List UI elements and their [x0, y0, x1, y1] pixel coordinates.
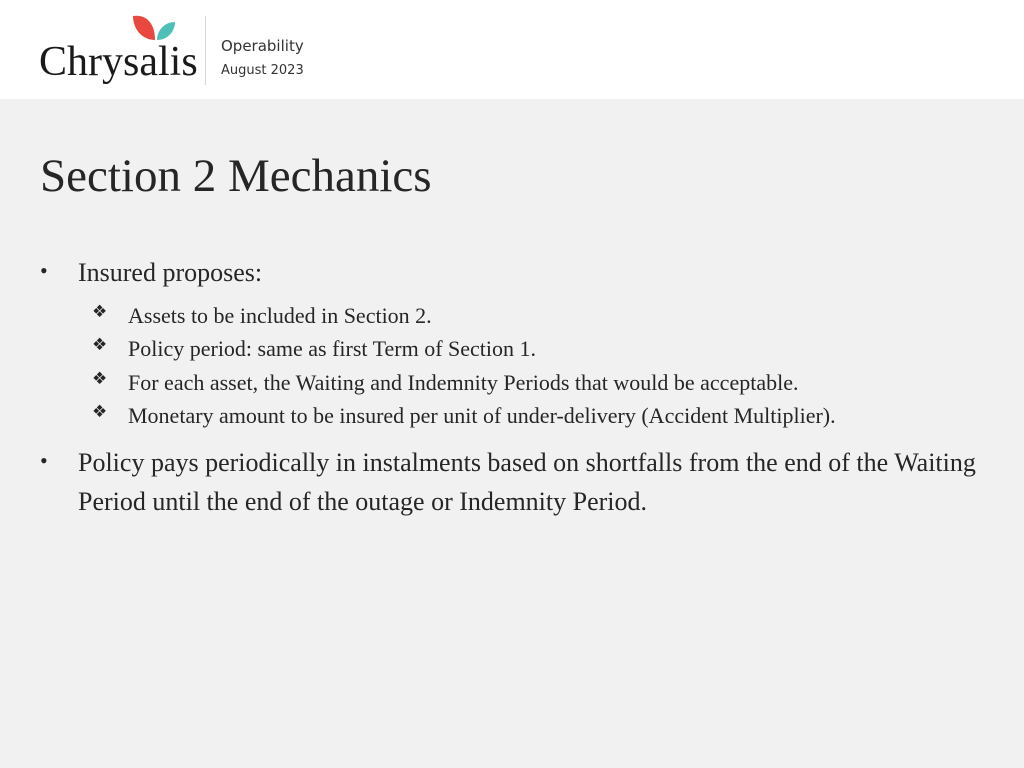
slide-title: Section 2 Mechanics	[40, 150, 432, 202]
sub-bullet-text: For each asset, the Waiting and Indemnity Periods that would be acceptable.	[128, 370, 799, 395]
deck-date: August 2023	[221, 63, 304, 78]
header-divider	[205, 16, 206, 85]
bullet-icon: •	[40, 448, 48, 473]
sub-bullet-text: Assets to be included in Section 2.	[128, 303, 432, 328]
diamond-bullet-icon: ❖	[92, 402, 108, 422]
sub-bullet-text: Policy period: same as first Term of Section 1.	[128, 336, 537, 361]
diamond-bullet-icon: ❖	[92, 369, 108, 389]
diamond-bullet-icon: ❖	[92, 335, 108, 355]
brand-name: Chrysalis	[39, 39, 198, 85]
deck-title: Operability	[221, 37, 304, 55]
slide-header	[0, 0, 1024, 99]
sub-bullet-text: Monetary amount to be insured per unit of under-delivery (Accident Multiplier).	[128, 403, 836, 428]
bullet-text: Policy pays periodically in instalments based on shortfalls from the end of the Waiting Period until the end of the outage or Indemnity Period.	[78, 448, 976, 516]
chrysalis-logo	[39, 14, 198, 89]
bullet-text: Insured proposes:	[78, 258, 263, 287]
bullet-icon: •	[40, 258, 48, 283]
diamond-bullet-icon: ❖	[92, 302, 108, 322]
